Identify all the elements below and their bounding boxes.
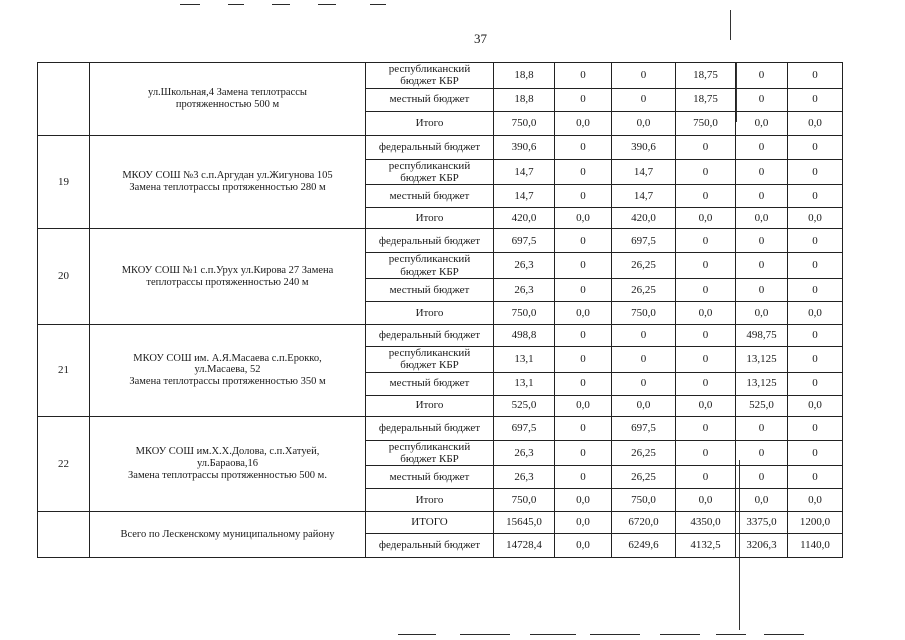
amount-cell: 26,3 [494, 466, 555, 489]
funding-source-line: бюджет КБР [400, 75, 459, 88]
amount-cell: 0 [736, 229, 788, 253]
amount-cell: 0,0 [676, 301, 736, 324]
amount-cell: 13,1 [494, 346, 555, 372]
amount-cell: 0 [736, 88, 788, 111]
page-number: 37 [474, 31, 487, 46]
amount-cell: 3375,0 [736, 512, 788, 534]
amount-cell: 0 [676, 229, 736, 253]
amount-cell: 0 [736, 135, 788, 159]
object-line: МКОУ СОШ им. А.Я.Масаева с.п.Ерокко, [133, 352, 322, 364]
amount-cell: 13,125 [736, 346, 788, 372]
amount-cell: 750,0 [494, 301, 555, 324]
amount-cell: 0,0 [555, 534, 612, 558]
amount-cell: 525,0 [494, 395, 555, 416]
amount-cell: 0 [555, 278, 612, 301]
amount-cell: 0,0 [555, 395, 612, 416]
amount-cell: 26,3 [494, 253, 555, 279]
funding-source [366, 372, 494, 395]
object-description [90, 324, 366, 416]
object-line: теплотрассы протяженностью 240 м [146, 276, 309, 288]
amount-cell: 0,0 [555, 301, 612, 324]
object-line: ул.Школьная,4 Замена теплотрассы [148, 87, 307, 99]
row-number [38, 512, 90, 558]
object-line: ул.Бараова,16 [196, 457, 259, 469]
amount-cell: 697,5 [494, 416, 555, 440]
scan-mark [180, 4, 200, 5]
scan-mark [590, 634, 640, 635]
amount-cell: 0 [736, 63, 788, 89]
funding-source [366, 512, 494, 534]
amount-cell: 0 [736, 185, 788, 208]
amount-cell: 0 [788, 278, 843, 301]
amount-cell: 0 [555, 88, 612, 111]
amount-cell: 0,0 [788, 301, 843, 324]
amount-cell: 0 [676, 372, 736, 395]
amount-cell: 0 [736, 278, 788, 301]
object-line: ул.Масаева, 52 [194, 364, 261, 376]
amount-cell: 0 [676, 159, 736, 185]
funding-source-line: республиканский [388, 63, 471, 75]
table-row [38, 512, 843, 534]
funding-source [366, 278, 494, 301]
amount-cell: 14,7 [494, 185, 555, 208]
object-description [90, 512, 366, 558]
amount-cell: 0 [612, 63, 676, 89]
amount-cell: 13,1 [494, 372, 555, 395]
funding-source-line: местный бюджет [389, 470, 470, 483]
funding-source [366, 416, 494, 440]
funding-source-line: бюджет КБР [400, 265, 459, 278]
funding-source [366, 229, 494, 253]
scan-mark [660, 634, 700, 635]
scan-mark [398, 634, 436, 635]
amount-cell: 0 [676, 346, 736, 372]
amount-cell: 0 [788, 159, 843, 185]
amount-cell: 0 [612, 88, 676, 111]
amount-cell: 0,0 [736, 489, 788, 512]
amount-cell: 697,5 [612, 416, 676, 440]
scan-mark [716, 634, 746, 635]
funding-source-line: Итого [415, 399, 444, 412]
funding-source-line: ИТОГО [411, 516, 448, 529]
amount-cell: 14,7 [612, 185, 676, 208]
amount-cell: 26,25 [612, 278, 676, 301]
amount-cell: 0 [788, 324, 843, 346]
amount-cell: 0 [555, 346, 612, 372]
funding-source [366, 534, 494, 558]
amount-cell: 420,0 [494, 208, 555, 229]
scan-mark [460, 634, 510, 635]
amount-cell: 0 [788, 135, 843, 159]
amount-cell: 0 [788, 253, 843, 279]
scan-mark [764, 634, 804, 635]
amount-cell: 0 [788, 229, 843, 253]
object-line: Замена теплотрассы протяженностью 280 м [129, 181, 326, 193]
amount-cell: 18,8 [494, 88, 555, 111]
funding-source [366, 111, 494, 135]
amount-cell: 0 [555, 440, 612, 466]
amount-cell: 0,0 [555, 111, 612, 135]
amount-cell: 0 [736, 416, 788, 440]
amount-cell: 750,0 [612, 301, 676, 324]
amount-cell: 0 [676, 324, 736, 346]
amount-cell: 0 [788, 88, 843, 111]
amount-cell: 4350,0 [676, 512, 736, 534]
amount-cell: 0 [676, 185, 736, 208]
funding-source [366, 301, 494, 324]
funding-source [366, 489, 494, 512]
amount-cell: 0 [555, 135, 612, 159]
object-line: Замена теплотрассы протяженностью 500 м. [128, 469, 327, 481]
amount-cell: 4132,5 [676, 534, 736, 558]
funding-source-line: Итого [415, 493, 444, 506]
funding-source-line: Итого [415, 116, 444, 129]
amount-cell: 26,3 [494, 278, 555, 301]
amount-cell: 0 [736, 466, 788, 489]
row-number: 22 [38, 416, 90, 512]
table-row [38, 135, 843, 159]
amount-cell: 0 [555, 466, 612, 489]
table-row [38, 416, 843, 440]
amount-cell: 0 [555, 372, 612, 395]
funding-source-line: республиканский [388, 346, 471, 359]
amount-cell: 0 [555, 159, 612, 185]
amount-cell: 26,25 [612, 253, 676, 279]
row-number: 19 [38, 135, 90, 229]
amount-cell: 6720,0 [612, 512, 676, 534]
amount-cell: 750,0 [494, 111, 555, 135]
funding-source [366, 135, 494, 159]
object-line: Всего по Лескенскому муниципальному району [120, 528, 335, 540]
amount-cell: 6249,6 [612, 534, 676, 558]
funding-source-line: федеральный бюджет [378, 140, 481, 153]
amount-cell: 0,0 [676, 395, 736, 416]
funding-source-line: бюджет КБР [400, 452, 459, 465]
amount-cell: 0 [736, 253, 788, 279]
amount-cell: 14,7 [612, 159, 676, 185]
amount-cell: 1140,0 [788, 534, 843, 558]
funding-source-line: федеральный бюджет [378, 539, 481, 552]
amount-cell: 0 [676, 135, 736, 159]
row-number: 21 [38, 324, 90, 416]
amount-cell: 0 [555, 185, 612, 208]
amount-cell: 697,5 [494, 229, 555, 253]
object-line: Замена теплотрассы протяженностью 350 м [129, 376, 326, 388]
funding-source [366, 208, 494, 229]
amount-cell: 697,5 [612, 229, 676, 253]
funding-source-line: местный бюджет [389, 283, 470, 296]
object-line: протяженностью 500 м [175, 98, 280, 110]
amount-cell: 0 [555, 63, 612, 89]
amount-cell: 498,75 [736, 324, 788, 346]
scan-mark [318, 4, 336, 5]
amount-cell: 0 [555, 324, 612, 346]
amount-cell: 0,0 [676, 208, 736, 229]
funding-source-line: федеральный бюджет [378, 329, 481, 342]
amount-cell: 0 [612, 346, 676, 372]
amount-cell: 750,0 [494, 489, 555, 512]
amount-cell: 1200,0 [788, 512, 843, 534]
funding-source [366, 253, 494, 279]
funding-source [366, 185, 494, 208]
amount-cell: 0 [676, 253, 736, 279]
table-row [38, 324, 843, 346]
object-line: МКОУ СОШ №3 с.п.Аргудан ул.Жигунова 105 [122, 170, 333, 182]
amount-cell: 18,75 [676, 88, 736, 111]
amount-cell: 498,8 [494, 324, 555, 346]
object-line: МКОУ СОШ им.Х.Х.Долова, с.п.Хатуей, [135, 446, 320, 458]
funding-source [366, 324, 494, 346]
amount-cell: 750,0 [612, 489, 676, 512]
amount-cell: 0 [788, 346, 843, 372]
amount-cell: 420,0 [612, 208, 676, 229]
amount-cell: 0 [788, 372, 843, 395]
amount-cell: 0,0 [555, 208, 612, 229]
funding-source-line: республиканский [388, 440, 471, 453]
funding-source [366, 63, 494, 89]
funding-source [366, 440, 494, 466]
object-description [90, 416, 366, 512]
amount-cell: 0,0 [788, 111, 843, 135]
scan-mark [530, 634, 576, 635]
amount-cell: 0,0 [736, 208, 788, 229]
scan-mark [272, 4, 290, 5]
scan-mark [370, 4, 386, 5]
object-description [90, 135, 366, 229]
funding-source-line: федеральный бюджет [378, 234, 481, 247]
funding-source-line: бюджет КБР [400, 171, 459, 184]
amount-cell: 3206,3 [736, 534, 788, 558]
amount-cell: 0 [676, 278, 736, 301]
amount-cell: 0 [788, 63, 843, 89]
amount-cell: 0,0 [788, 395, 843, 416]
amount-cell: 750,0 [676, 111, 736, 135]
funding-source [366, 395, 494, 416]
amount-cell: 525,0 [736, 395, 788, 416]
amount-cell: 18,75 [676, 63, 736, 89]
amount-cell: 26,25 [612, 466, 676, 489]
funding-source-line: Итого [415, 212, 444, 225]
amount-cell: 14728,4 [494, 534, 555, 558]
amount-cell: 13,125 [736, 372, 788, 395]
amount-cell: 26,25 [612, 440, 676, 466]
funding-source [366, 88, 494, 111]
row-number [38, 63, 90, 136]
amount-cell: 0,0 [612, 395, 676, 416]
amount-cell: 0,0 [612, 111, 676, 135]
funding-source-line: республиканский [388, 159, 471, 172]
amount-cell: 0 [555, 253, 612, 279]
object-description [90, 229, 366, 325]
funding-source-line: бюджет КБР [400, 359, 459, 372]
amount-cell: 26,3 [494, 440, 555, 466]
amount-cell: 0 [788, 416, 843, 440]
funding-source [366, 466, 494, 489]
amount-cell: 0 [676, 440, 736, 466]
amount-cell: 0,0 [736, 301, 788, 324]
amount-cell: 0 [788, 185, 843, 208]
amount-cell: 15645,0 [494, 512, 555, 534]
scan-mark [228, 4, 244, 5]
funding-source-line: местный бюджет [389, 377, 470, 390]
object-line: МКОУ СОШ №1 с.п.Урух ул.Кирова 27 Замена [121, 264, 334, 276]
amount-cell: 0 [788, 466, 843, 489]
table-row [38, 229, 843, 253]
amount-cell: 18,8 [494, 63, 555, 89]
funding-source [366, 159, 494, 185]
amount-cell: 0 [736, 159, 788, 185]
amount-cell: 0 [736, 440, 788, 466]
amount-cell: 0,0 [788, 489, 843, 512]
amount-cell: 0 [788, 440, 843, 466]
amount-cell: 0 [612, 372, 676, 395]
amount-cell: 0 [555, 229, 612, 253]
amount-cell: 14,7 [494, 159, 555, 185]
funding-source [366, 346, 494, 372]
amount-cell: 0 [676, 466, 736, 489]
funding-source-line: местный бюджет [389, 190, 470, 203]
amount-cell: 0 [612, 324, 676, 346]
amount-cell: 0,0 [555, 512, 612, 534]
scan-mark [730, 10, 731, 40]
amount-cell: 390,6 [612, 135, 676, 159]
table-row [38, 63, 843, 89]
amount-cell: 390,6 [494, 135, 555, 159]
amount-cell: 0,0 [788, 208, 843, 229]
amount-cell: 0 [676, 416, 736, 440]
object-description [90, 63, 366, 136]
amount-cell: 0,0 [676, 489, 736, 512]
amount-cell: 0,0 [736, 111, 788, 135]
amount-cell: 0 [555, 416, 612, 440]
amount-cell: 0,0 [555, 489, 612, 512]
funding-source-line: Итого [415, 306, 444, 319]
row-number: 20 [38, 229, 90, 325]
funding-source-line: местный бюджет [389, 93, 470, 106]
funding-source-line: республиканский [388, 253, 471, 266]
funding-source-line: федеральный бюджет [378, 421, 481, 434]
budget-table [37, 62, 843, 558]
